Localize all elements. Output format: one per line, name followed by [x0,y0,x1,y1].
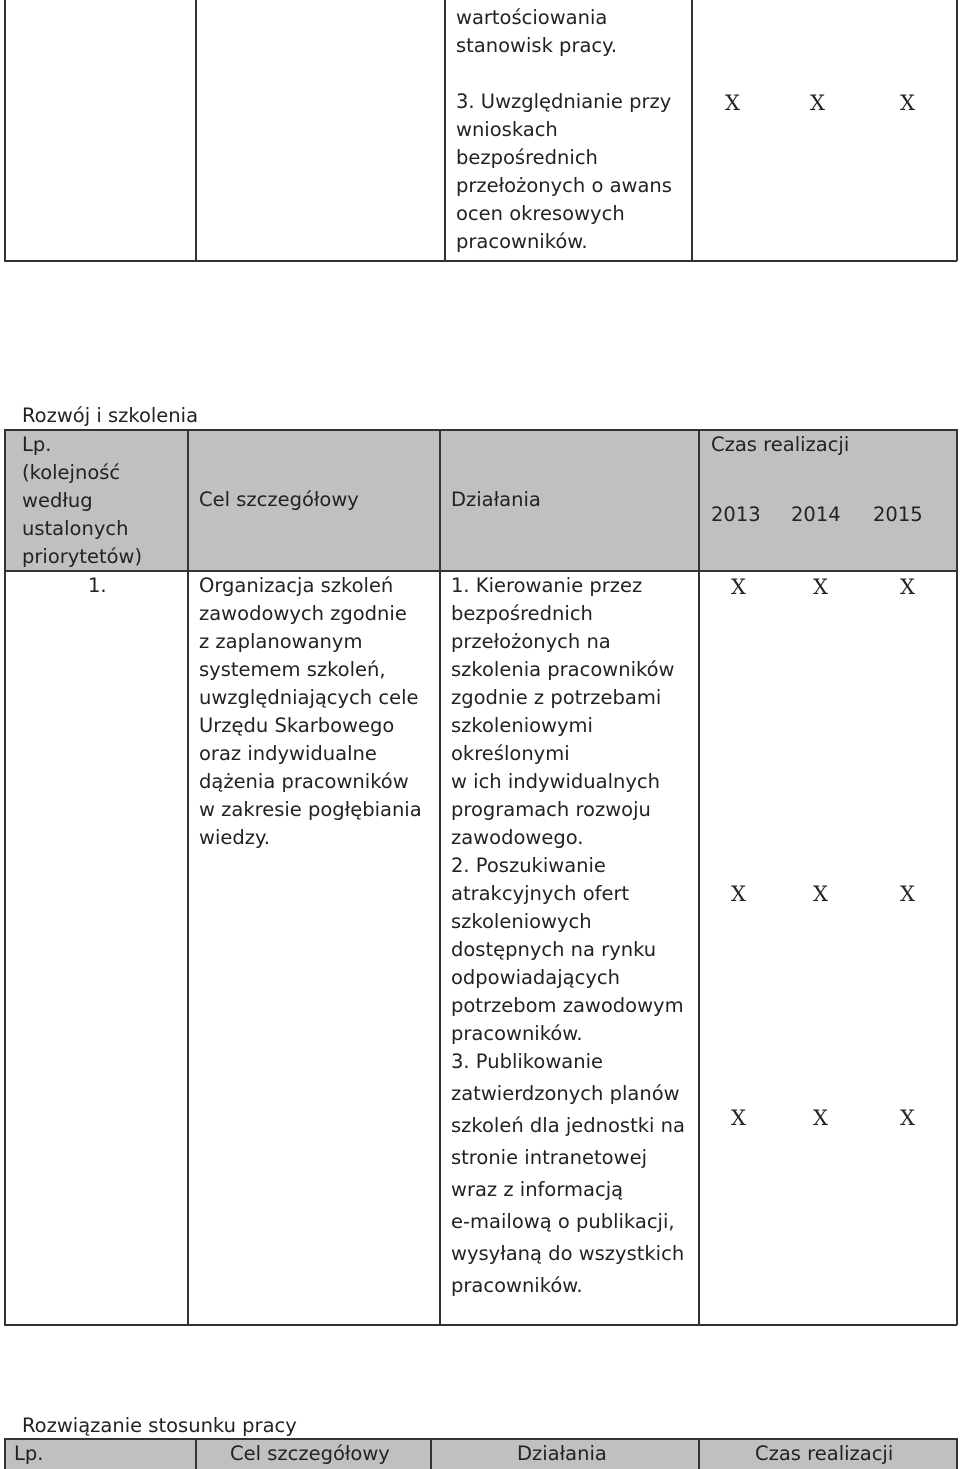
mark-2-2013: X [731,882,746,906]
table-border [4,0,6,261]
header-dzialania: Działania [451,488,541,511]
table-border [4,260,957,262]
header-year-2013: 2013 [711,503,761,526]
table-border [187,429,189,1325]
table-border [4,429,6,1325]
table-border [956,429,958,1325]
header-year-2015: 2015 [873,503,923,526]
table-border [430,1438,432,1469]
table-border [698,429,700,1325]
table-border [4,1324,957,1326]
table-border [956,1438,958,1469]
action-2-text: 2. Poszukiwanie atrakcyjnych ofert szkoleniowych dostępnych na rynku odpowiadających potrzebom zawodowym pracowników. [451,854,684,1045]
header-dzialania: Działania [517,1442,607,1465]
mark-1-2014: X [813,575,828,599]
header-cel: Cel szczegółowy [230,1442,390,1465]
table-border [691,0,693,261]
mark-1-2015: X [900,575,915,599]
mark-2013: X [725,91,740,115]
section-title-rozwoj: Rozwój i szkolenia [22,404,199,427]
action-3-text: 3. Publikowanie zatwierdzonych planów szkoleń dla jednostki na stronie intranetowej wraz z informacją e-mailową o publikacji, wysyłaną do wszystkich pracowników. [451,1050,685,1297]
mark-3-2013: X [731,1106,746,1130]
mark-3-2015: X [900,1106,915,1130]
mark-2-2015: X [900,882,915,906]
mark-2015: X [900,91,915,115]
table-border [195,0,197,261]
table-border [439,429,441,1325]
section-title-rozwiazanie: Rozwiązanie stosunku pracy [22,1414,297,1437]
table-border [4,1438,6,1469]
mark-2014: X [810,91,825,115]
header-cel: Cel szczegółowy [199,488,359,511]
action-1-text: 1. Kierowanie przez bezpośrednich przełożonych na szkolenia pracowników zgodnie z potrzebami szkoleniowymi określonymi w ich indywidualnych programach rozwoju zawodowego. [451,574,675,849]
mark-1-2013: X [731,575,746,599]
continued-action-text: wartościowania stanowisk pracy. [456,6,618,57]
table-border [195,1438,197,1469]
table-border [956,0,958,261]
table-border [444,0,446,261]
header-lp: Lp. [14,1442,44,1465]
row-cel: Organizacja szkoleń zawodowych zgodnie z zaplanowanym systemem szkoleń, uwzględniających cele Urzędu Skarbowego oraz indywidualne dążenia pracowników w zakresie pogłębiania wiedzy. [199,574,422,849]
table-border [698,1438,700,1469]
header-lp: Lp. (kolejność według ustalonych priorytetów) [22,433,143,568]
row-lp: 1. [88,574,107,597]
header-czas: Czas realizacji [755,1442,894,1465]
header-year-2014: 2014 [791,503,841,526]
mark-3-2014: X [813,1106,828,1130]
action-3-text: 3. Uwzględnianie przy wnioskach bezpośrednich przełożonych o awans ocen okresowych pracowników. [456,90,672,253]
mark-2-2014: X [813,882,828,906]
header-czas: Czas realizacji [711,433,850,456]
